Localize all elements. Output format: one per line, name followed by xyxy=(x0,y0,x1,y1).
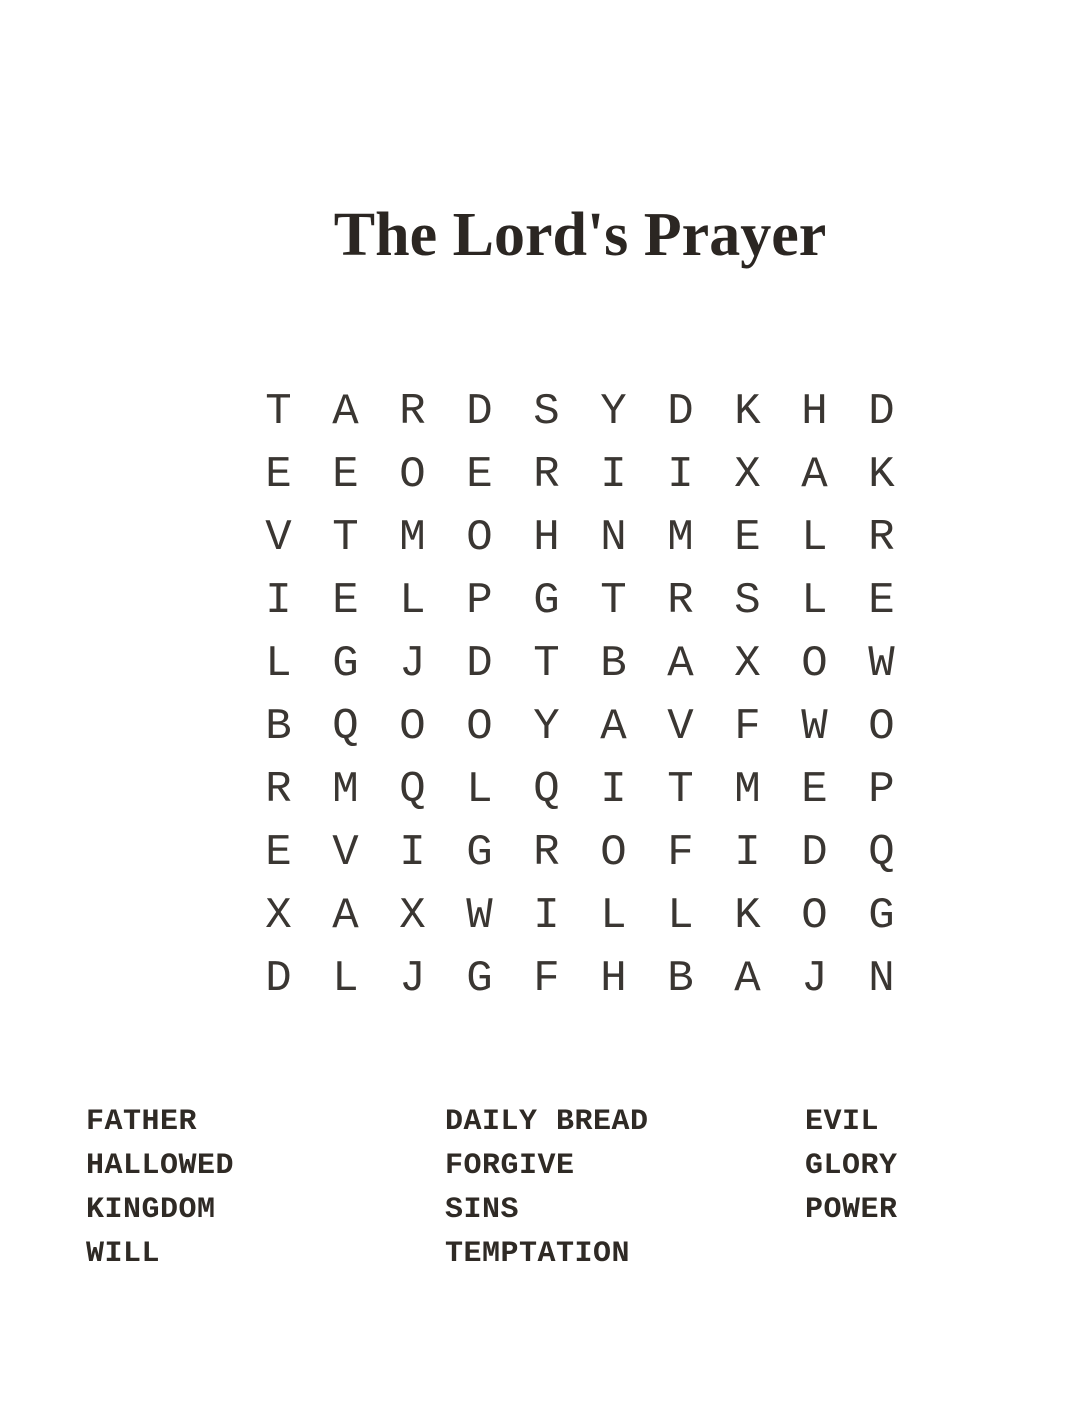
grid-letter[interactable]: R xyxy=(399,386,426,437)
grid-letter[interactable]: I xyxy=(734,827,761,878)
grid-letter[interactable]: M xyxy=(399,512,426,563)
grid-letter[interactable]: L xyxy=(332,953,359,1004)
grid-letter[interactable]: W xyxy=(868,638,895,689)
grid-letter[interactable]: I xyxy=(667,449,694,500)
grid-letter[interactable]: T xyxy=(533,638,560,689)
grid-letter[interactable]: I xyxy=(533,890,560,941)
grid-letter[interactable]: G xyxy=(466,827,493,878)
grid-letter[interactable]: I xyxy=(265,575,292,626)
grid-letter[interactable]: Y xyxy=(533,701,560,752)
word-list-item: FATHER xyxy=(86,1105,198,1139)
grid-row xyxy=(245,695,915,758)
grid-letter[interactable]: E xyxy=(265,449,292,500)
grid-letter[interactable]: M xyxy=(734,764,761,815)
grid-letter[interactable]: L xyxy=(265,638,292,689)
grid-letter[interactable]: J xyxy=(801,953,828,1004)
grid-letter[interactable]: T xyxy=(332,512,359,563)
word-list-item: HALLOWED xyxy=(86,1149,235,1183)
grid-row xyxy=(245,947,915,1010)
word-list-column-1 xyxy=(86,1102,234,1278)
grid-letter[interactable]: A xyxy=(801,449,828,500)
word-list-column-3 xyxy=(805,1102,898,1234)
grid-letter[interactable]: N xyxy=(868,953,895,1004)
grid-letter[interactable]: F xyxy=(533,953,560,1004)
grid-letter[interactable]: H xyxy=(801,386,828,437)
grid-letter[interactable]: K xyxy=(734,386,761,437)
word-list-item: DAILY BREAD xyxy=(445,1105,649,1139)
grid-letter[interactable]: Q xyxy=(868,827,895,878)
grid-row xyxy=(245,632,915,695)
grid-letter[interactable]: W xyxy=(801,701,828,752)
grid-letter[interactable]: O xyxy=(399,701,426,752)
word-list-item: WILL xyxy=(86,1237,161,1271)
word-list-item: TEMPTATION xyxy=(445,1237,631,1271)
grid-row xyxy=(245,758,915,821)
grid-letter[interactable]: D xyxy=(466,386,493,437)
word-search-grid xyxy=(245,380,915,1010)
grid-letter[interactable]: F xyxy=(667,827,694,878)
grid-letter[interactable]: X xyxy=(734,638,761,689)
grid-letter[interactable]: H xyxy=(533,512,560,563)
grid-letter[interactable]: D xyxy=(466,638,493,689)
grid-letter[interactable]: P xyxy=(868,764,895,815)
grid-letter[interactable]: Q xyxy=(332,701,359,752)
grid-letter[interactable]: R xyxy=(667,575,694,626)
grid-letter[interactable]: V xyxy=(332,827,359,878)
grid-letter[interactable]: I xyxy=(600,449,627,500)
grid-letter[interactable]: G xyxy=(332,638,359,689)
grid-letter[interactable]: A xyxy=(600,701,627,752)
grid-letter[interactable]: F xyxy=(734,701,761,752)
grid-letter[interactable]: L xyxy=(466,764,493,815)
grid-letter[interactable]: D xyxy=(868,386,895,437)
grid-letter[interactable]: I xyxy=(399,827,426,878)
grid-letter[interactable]: E xyxy=(801,764,828,815)
grid-letter[interactable]: E xyxy=(868,575,895,626)
grid-letter[interactable]: A xyxy=(734,953,761,1004)
grid-letter[interactable]: V xyxy=(667,701,694,752)
grid-row xyxy=(245,569,915,632)
grid-letter[interactable]: G xyxy=(868,890,895,941)
grid-row xyxy=(245,506,915,569)
grid-letter[interactable]: L xyxy=(667,890,694,941)
grid-letter[interactable]: X xyxy=(399,890,426,941)
grid-letter[interactable]: O xyxy=(600,827,627,878)
grid-letter[interactable]: T xyxy=(667,764,694,815)
grid-letter[interactable]: J xyxy=(399,953,426,1004)
grid-letter[interactable]: S xyxy=(533,386,560,437)
grid-letter[interactable]: R xyxy=(265,764,292,815)
page-title: The Lord's Prayer xyxy=(333,201,827,269)
grid-letter[interactable]: X xyxy=(734,449,761,500)
grid-letter[interactable]: V xyxy=(265,512,292,563)
grid-letter[interactable]: G xyxy=(466,953,493,1004)
grid-letter[interactable]: K xyxy=(734,890,761,941)
grid-letter[interactable]: P xyxy=(466,575,493,626)
grid-letter[interactable]: J xyxy=(399,638,426,689)
grid-letter[interactable]: Y xyxy=(600,386,627,437)
grid-letter[interactable]: E xyxy=(466,449,493,500)
grid-letter[interactable]: L xyxy=(600,890,627,941)
grid-letter[interactable]: A xyxy=(332,386,359,437)
grid-letter[interactable]: X xyxy=(265,890,292,941)
grid-letter[interactable]: L xyxy=(801,512,828,563)
grid-letter[interactable]: D xyxy=(667,386,694,437)
grid-letter[interactable]: L xyxy=(801,575,828,626)
grid-letter[interactable]: T xyxy=(600,575,627,626)
grid-row xyxy=(245,443,915,506)
grid-letter[interactable]: E xyxy=(265,827,292,878)
word-list-item: EVIL xyxy=(805,1105,880,1139)
grid-letter[interactable]: R xyxy=(868,512,895,563)
word-list-item: GLORY xyxy=(805,1149,898,1183)
grid-letter[interactable]: B xyxy=(667,953,694,1004)
grid-letter[interactable]: W xyxy=(466,890,493,941)
grid-row xyxy=(245,884,915,947)
grid-letter[interactable]: E xyxy=(332,449,359,500)
grid-letter[interactable]: O xyxy=(801,890,828,941)
grid-letter[interactable]: E xyxy=(332,575,359,626)
grid-letter[interactable]: B xyxy=(600,638,627,689)
grid-letter[interactable]: A xyxy=(667,638,694,689)
grid-letter[interactable]: K xyxy=(868,449,895,500)
grid-letter[interactable]: O xyxy=(801,638,828,689)
grid-letter[interactable]: G xyxy=(533,575,560,626)
grid-letter[interactable]: S xyxy=(734,575,761,626)
word-list-item: KINGDOM xyxy=(86,1193,216,1227)
grid-letter[interactable]: B xyxy=(265,701,292,752)
grid-letter[interactable]: O xyxy=(466,512,493,563)
grid-letter[interactable]: H xyxy=(600,953,627,1004)
grid-letter[interactable]: D xyxy=(265,953,292,1004)
grid-letter[interactable]: R xyxy=(533,449,560,500)
word-list-item: SINS xyxy=(445,1193,520,1227)
grid-letter[interactable]: A xyxy=(332,890,359,941)
grid-letter[interactable]: O xyxy=(466,701,493,752)
grid-letter[interactable]: O xyxy=(868,701,895,752)
grid-letter[interactable]: M xyxy=(332,764,359,815)
grid-letter[interactable]: D xyxy=(801,827,828,878)
grid-letter[interactable]: O xyxy=(399,449,426,500)
grid-letter[interactable]: I xyxy=(600,764,627,815)
grid-letter[interactable]: E xyxy=(734,512,761,563)
grid-letter[interactable]: R xyxy=(533,827,560,878)
grid-row xyxy=(245,380,915,443)
grid-letter[interactable]: N xyxy=(600,512,627,563)
grid-letter[interactable]: T xyxy=(265,386,292,437)
grid-letter[interactable]: Q xyxy=(399,764,426,815)
grid-letter[interactable]: L xyxy=(399,575,426,626)
grid-letter[interactable]: Q xyxy=(533,764,560,815)
word-list-column-2 xyxy=(445,1102,649,1278)
grid-letter[interactable]: M xyxy=(667,512,694,563)
word-list-item: FORGIVE xyxy=(445,1149,575,1183)
grid-row xyxy=(245,821,915,884)
word-list-item: POWER xyxy=(805,1193,898,1227)
